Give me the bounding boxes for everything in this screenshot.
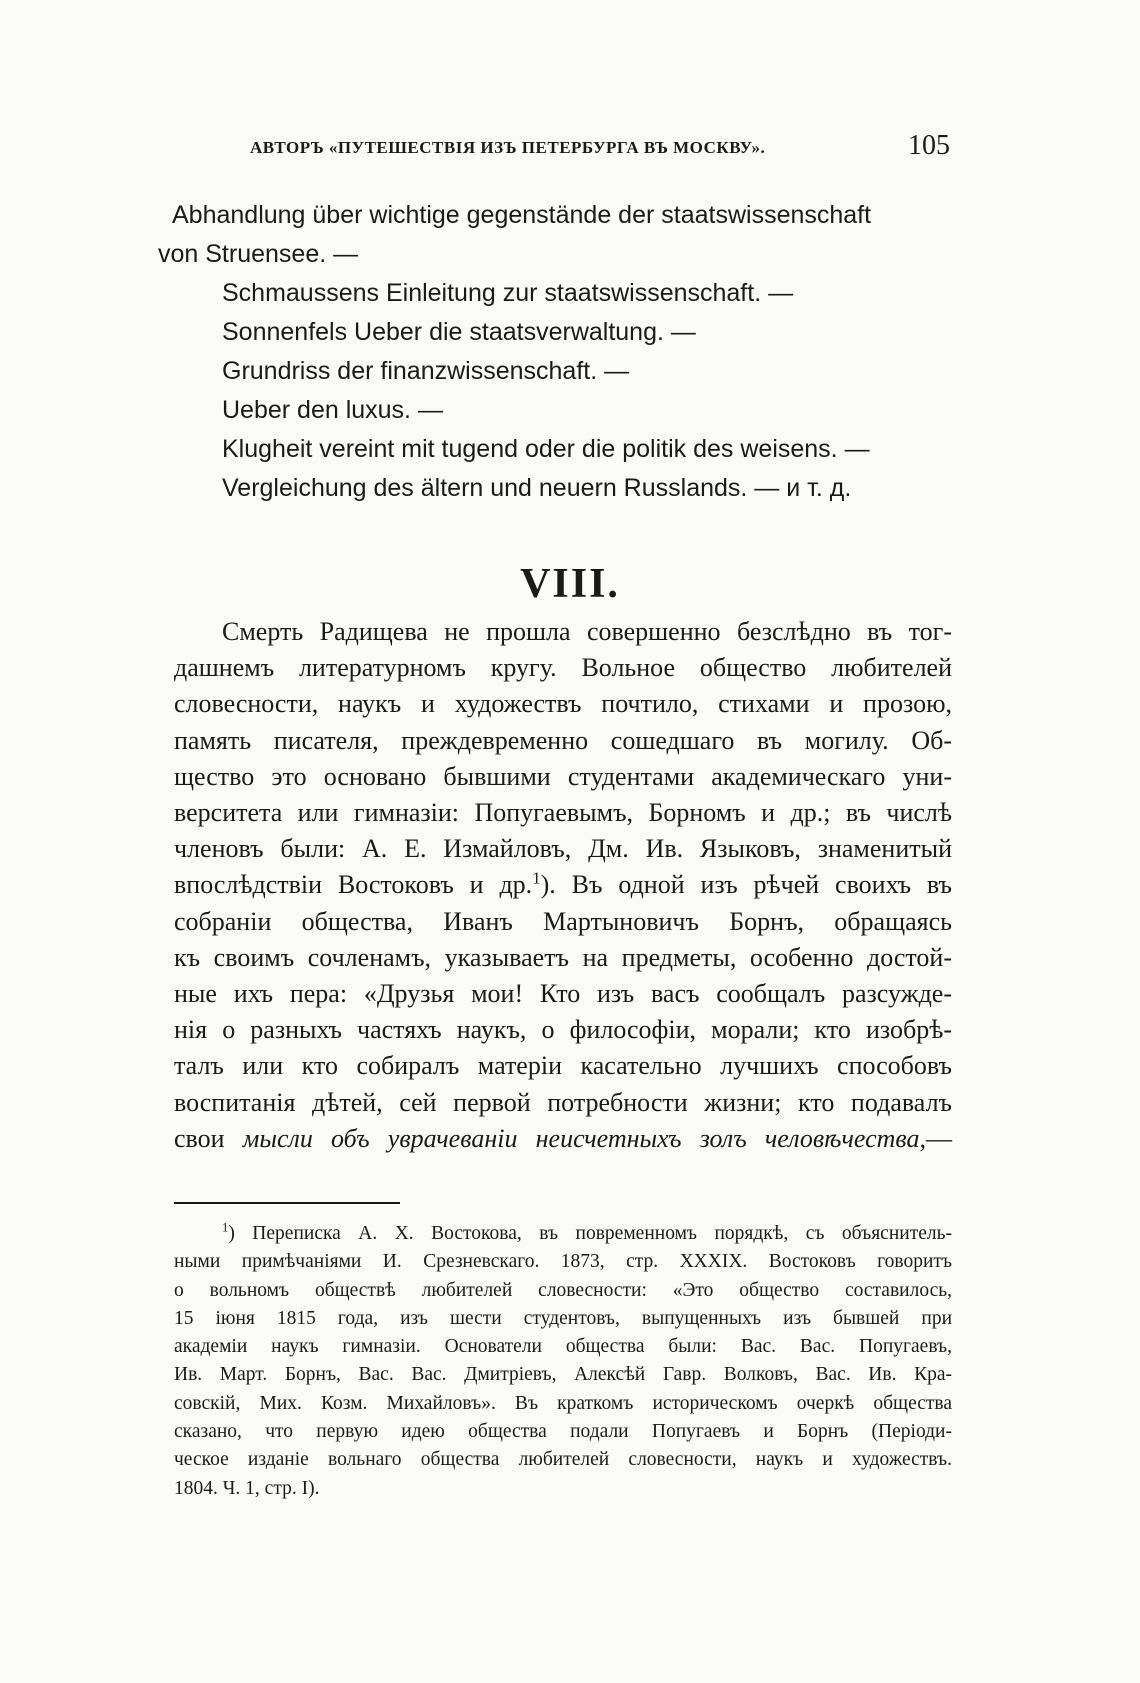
footnote-line: совскій, Мих. Козм. Михайловъ». Въ краткомъ историческомъ очеркѣ общества	[174, 1392, 952, 1414]
text-line: нія о разныхъ частяхъ наукъ, о философіи, морали; кто изобрѣ-	[174, 1015, 952, 1045]
body-paragraph	[174, 614, 952, 1157]
text-line: членовъ были: А. Е. Измайловъ, Дм. Ив. Языковъ, знаменитый	[174, 834, 952, 864]
footnote-line: Ив. Март. Борнъ, Вас. Вас. Дмитріевъ, Алексѣй Гавр. Волковъ, Вас. Ив. Кра-	[174, 1364, 952, 1386]
text-line: собраніи общества, Иванъ Мартыновичъ Борнъ, обращаясь	[174, 906, 952, 936]
bibliography-entry: Klugheit vereint mit tugend oder die politik des weisens. —	[222, 435, 870, 463]
bibliography-entry: Ueber den luxus. —	[222, 396, 443, 424]
text-fragment: ). Въ одной изъ рѣчей своихъ въ	[540, 870, 952, 900]
text-line: ные ихъ пера: «Друзья мои! Кто изъ васъ сообщалъ разсужде-	[174, 979, 952, 1009]
text-line: щество это основано бывшими студентами академическаго уни-	[174, 761, 952, 791]
footnote-line: 1804. Ч. 1, стр. I).	[174, 1477, 320, 1499]
footnote-line: сказано, что первую идею общества подали Попугаевъ и Борнъ (Періоди-	[174, 1421, 952, 1443]
bibliography-entry: Abhandlung über wichtige gegenstände der staatswissenschaft	[172, 201, 872, 229]
text-fragment: свои	[174, 1123, 225, 1153]
text-line	[174, 1121, 952, 1157]
footnote-reference: 1	[532, 868, 541, 888]
section-heading: VIII.	[520, 561, 620, 607]
bibliography-entry: von Struensee. —	[158, 240, 359, 268]
bibliography-entry: Schmaussens Einleitung zur staatswissenschaft. —	[222, 279, 794, 307]
footnote-line: ческое изданіе вольнаго общества любителей словесности, наукъ и художествъ.	[174, 1449, 952, 1471]
running-title: АВТОРЪ «ПУТЕШЕСТВІЯ ИЗЪ ПЕТЕРБУРГА ВЪ МОСКВУ».	[250, 138, 766, 157]
text-line: Смерть Радищева не прошла совершенно безслѣдно въ тог-	[222, 617, 952, 646]
text-fragment: впослѣдствіи Востоковъ и др.	[174, 870, 533, 900]
footnote-line: 15 іюня 1815 года, изъ шести студентовъ, выпущенныхъ изъ бывшей при	[174, 1307, 952, 1329]
footnote-line: ными примѣчаніями И. Срезневскаго. 1873, стр. XXXIX. Востоковъ говоритъ	[174, 1251, 952, 1273]
page-number: 105	[908, 130, 950, 161]
bibliography-entry: Grundriss der finanzwissenschaft. —	[222, 357, 630, 385]
footnote-line: академіи наукъ гимназіи. Основатели общества были: Вас. Вас. Попугаевъ,	[174, 1336, 952, 1358]
text-line: дашнемъ литературномъ кругу. Вольное общество любителей	[174, 653, 952, 683]
text-fragment: ) Переписка А. Х. Востокова, въ повременномъ порядкѣ, съ объяснитель-	[228, 1223, 952, 1244]
text-line	[174, 867, 952, 903]
text-fragment: —	[926, 1123, 952, 1153]
bibliography-entry: Sonnenfels Ueber die staatsverwaltung. —	[222, 318, 696, 346]
text-line: воспитанія дѣтей, сей первой потребности жизни; кто подавалъ	[174, 1087, 952, 1117]
bibliography-entry: Vergleichung des ältern und neuern Russlands. — и т. д.	[222, 474, 852, 502]
text-line: къ своимъ сочленамъ, указываетъ на предметы, особенно достой-	[174, 942, 952, 972]
text-line: талъ или кто собиралъ матеріи касательно лучшихъ способовъ	[174, 1051, 952, 1081]
text-line: верситета или гимназіи: Попугаевымъ, Борномъ и др.; въ числѣ	[174, 798, 952, 828]
running-header	[250, 130, 950, 170]
italic-quote: мысли объ уврачеваніи неисчетныхъ золъ человѣчества,	[242, 1123, 926, 1153]
bibliography-list	[158, 196, 952, 508]
text-line: словесности, наукъ и художествъ почтило, стихами и прозою,	[174, 689, 952, 719]
footnote-divider	[174, 1202, 400, 1204]
text-line: память писателя, преждевременно сошедшаго въ могилу. Об-	[174, 725, 952, 755]
footnote-marker: 1	[222, 1220, 229, 1235]
footnote	[174, 1220, 952, 1503]
footnote-line: о вольномъ обществѣ любителей словесности: «Это общество составилось,	[174, 1279, 952, 1301]
footnote-line	[174, 1220, 952, 1248]
